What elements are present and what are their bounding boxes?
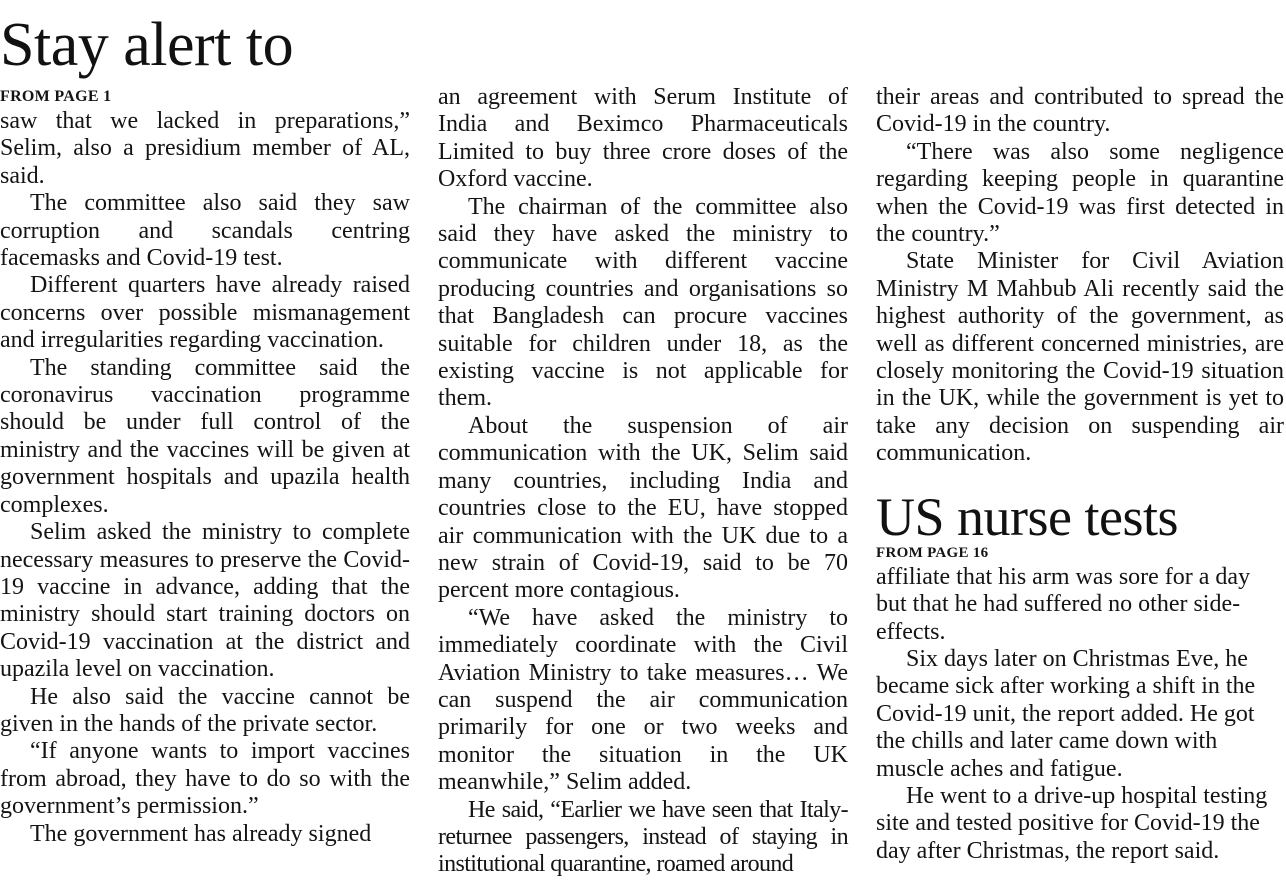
headline-us-nurse-tests: US nurse tests <box>876 486 1178 547</box>
column-3 <box>876 0 1284 865</box>
paragraph: State Minister for Civil Aviation Ministry M Mahbub Ali recently said the highest authority of the government, as well as different concerned ministries, are closely monitoring the Covid-19 situation in the UK, while the government is yet to take any decision on suspending air communication. <box>876 248 1284 467</box>
paragraph: “If anyone wants to import vaccines from abroad, they have to do so with the government’s permission.” <box>0 738 410 820</box>
paragraph: The government has already signed <box>30 820 372 847</box>
paragraph: affiliate that his arm was sore for a day but that he had suffered no other side-effects. <box>876 563 1251 645</box>
paragraph: an agreement with Serum Institute of India and Beximco Pharmaceuticals Limited to buy three crore doses of the Oxford vaccine. <box>438 84 848 193</box>
paragraph: The standing committee said the coronavirus vaccination programme should be under full control of the ministry and the vaccines will be given at government hospitals and upazila health complexes. <box>0 354 410 518</box>
paragraph: About the suspension of air communication with the UK, Selim said many countries, including India and countries close to the EU, have stopped air communication with the UK due to a new strain of Covid-19, said to be 70 percent more contagious. <box>438 412 848 604</box>
paragraph: their areas and contributed to spread the Covid-19 in the country. <box>876 84 1284 138</box>
paragraph: “There was also some negligence regarding keeping people in quarantine when the Covid-19 was first detected in the country.” <box>876 138 1284 248</box>
paragraph: Selim asked the ministry to complete necessary measures to preserve the Covid-19 vaccine in advance, adding that the ministry should start training doctors on Covid-19 vaccination at the district and upazila level on vaccination. <box>0 519 410 683</box>
paragraph: saw that we lacked in preparations,” Selim, also a presidium member of AL, said. <box>0 108 410 189</box>
column-1 <box>0 0 410 848</box>
headline-stay-alert: Stay alert to <box>0 11 294 79</box>
story-us-nurse-tests <box>876 486 1284 865</box>
paragraph: Different quarters have already raised concerns over possible mismanagement and irregularities regarding vaccination. <box>0 272 410 354</box>
paragraph: He went to a drive-up hospital testing site and tested positive for Covid-19 the day after Christmas, the report said. <box>876 782 1268 864</box>
paragraph: He also said the vaccine cannot be given in the hands of the private sector. <box>0 683 410 737</box>
paragraph: “We have asked the ministry to immediately coordinate with the Civil Aviation Ministry to take measures… We can suspend the air communication primarily for one or two weeks and monitor the situation in the UK meanwhile,” Selim added. <box>438 604 848 796</box>
paragraph: The committee also said they saw corruption and scandals centring facemasks and Covid-19 test. <box>0 190 410 272</box>
paragraph: He said, “Earlier we have seen that Italy-returnee passengers, instead of staying in institutional quarantine, roamed around <box>438 796 848 878</box>
jump-line-story1: FROM PAGE 1 <box>0 88 112 105</box>
jump-line-story2: FROM PAGE 16 <box>876 544 989 561</box>
column-2 <box>438 0 848 879</box>
paragraph: Six days later on Christmas Eve, he became sick after working a shift in the Covid-19 unit, the report added. He got the chills and later came down with muscle aches and fatigue. <box>876 645 1256 782</box>
paragraph: The chairman of the committee also said they have asked the ministry to communicate with different vaccine producing countries and organisations so that Bangladesh can procure vaccines suitable for children under 18, as the existing vaccine is not applicable for them. <box>438 193 848 412</box>
